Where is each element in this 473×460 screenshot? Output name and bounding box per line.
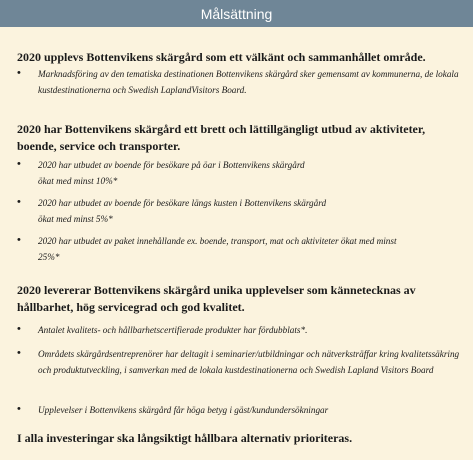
section-2-item-3: 2020 har utbudet av paket innehållande ex. boende, transport, mat och aktiviteter ökat med minst 25%* (38, 236, 397, 262)
bullet: • (17, 196, 21, 208)
section-2-item-1: 2020 har utbudet av boende för besökare på öar i Bottenvikens skärgård ökat med minst 10%* (38, 160, 305, 186)
bullet: • (17, 323, 21, 335)
section-3-item-3: Upplevelser i Bottenvikens skärgård får höga betyg i gäst/kundundersökningar (38, 405, 329, 415)
section-1-heading: 2020 upplevs Bottenvikens skärgård som ett välkänt och sammanhållet område. (17, 50, 426, 64)
footer-statement: I alla investeringar ska långsiktigt hållbara alternativ prioriteras. (17, 431, 353, 445)
section-2-heading: 2020 har Bottenvikens skärgård ett brett och lättillgängligt utbud av aktiviteter, boende, service och transporter. (17, 122, 426, 153)
bullet: • (17, 67, 21, 79)
section-2-item-2: 2020 har utbudet av boende för besökare längs kusten i Bottenvikens skärgård ökat med minst 5%* (38, 198, 327, 224)
bullet: • (17, 347, 21, 359)
bullet: • (17, 403, 21, 415)
goals-content (0, 27, 473, 460)
header-bar (0, 0, 473, 27)
section-3-item-2: Områdets skärgårdsentreprenörer har deltagit i seminarier/utbildningar och nätverksträffar kring kvalitetssäkring och produktutveckling, i samverkan med de lokala kustdestinationerna och Swedish Lapland Visitors Board (38, 349, 460, 375)
page-title: Målsättning (200, 5, 273, 22)
section-3-item-1: Antalet kvalitets- och hållbarhetscertifierade produkter har fördubblats*. (38, 325, 308, 335)
section-1-item-1: Marknadsföring av den tematiska destinationen Bottenvikens skärgård sker gemensamt av kommunerna, de lokala kustdestinationerna och Swedish LaplandVisitors Board. (38, 69, 459, 95)
bullet: • (17, 234, 21, 246)
section-3-heading: 2020 levererar Bottenvikens skärgård unika upplevelser som kännetecknas av hållbarhet, hög servicegrad och god kvalitet. (17, 283, 416, 314)
bullet: • (17, 158, 21, 170)
